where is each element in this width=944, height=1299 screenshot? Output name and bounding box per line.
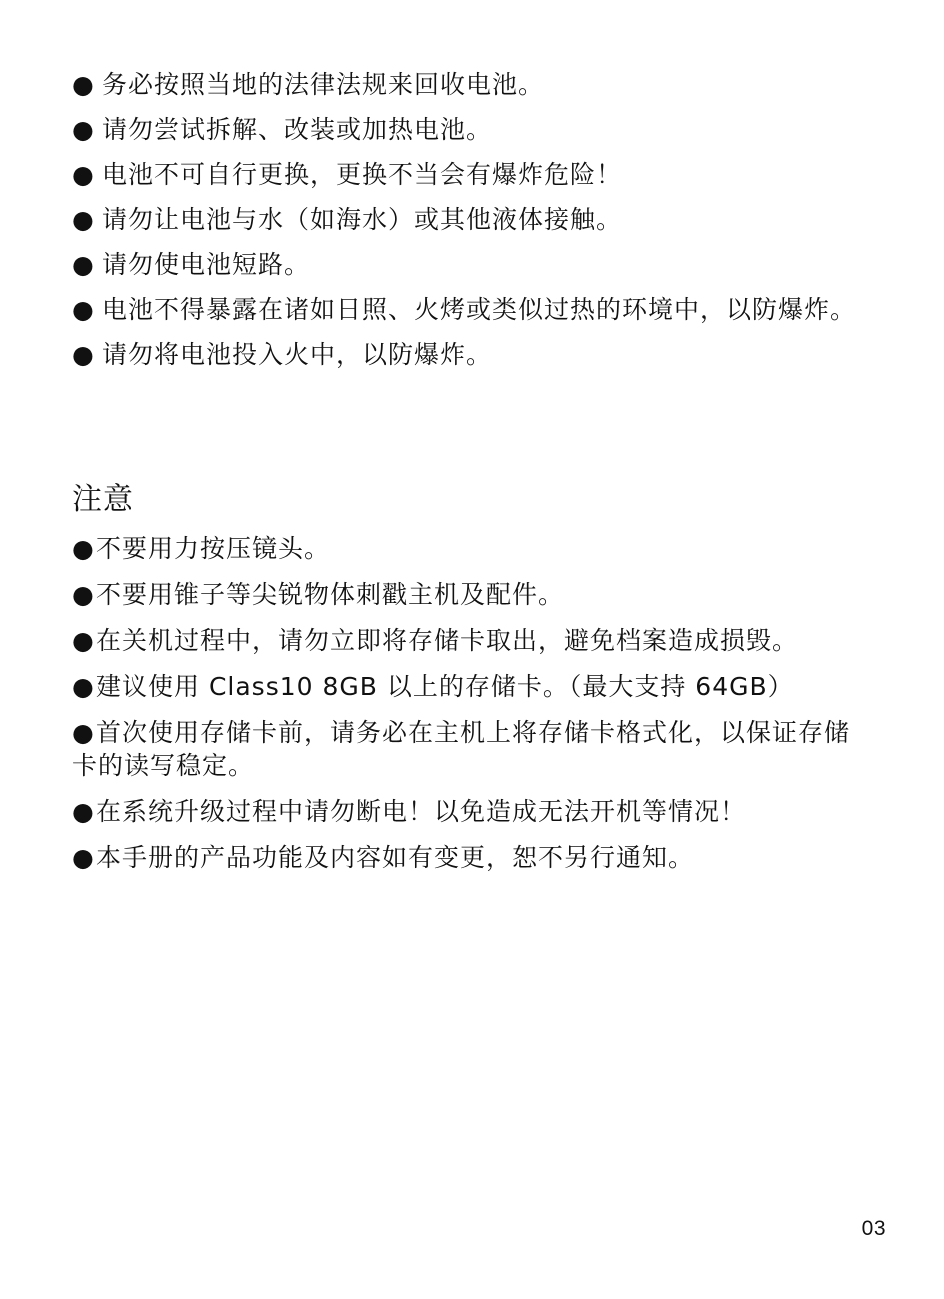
list-item [72, 158, 872, 191]
list-item [72, 68, 872, 101]
list-item [72, 293, 872, 326]
list-item-text: 在系统升级过程中请勿断电！以免造成无法开机等情况！ [96, 797, 747, 826]
bullet-icon: ● [72, 718, 95, 747]
list-item [72, 578, 872, 611]
caution-heading: 注意 [72, 482, 134, 517]
battery-safety-list [72, 68, 872, 383]
list-item [72, 841, 872, 874]
bullet-icon: ● [72, 70, 95, 99]
bullet-icon: ● [72, 340, 95, 369]
list-item [72, 670, 872, 703]
list-item-text: 电池不可自行更换，更换不当会有爆炸危险！ [102, 160, 623, 189]
bullet-icon: ● [72, 843, 95, 872]
list-item [72, 624, 872, 657]
bullet-icon: ● [72, 797, 95, 826]
list-item-text: 建议使用 Class10 8GB 以上的存储卡。（最大支持 64GB） [96, 672, 794, 701]
list-item-text: 请勿使电池短路。 [102, 250, 311, 279]
list-item [72, 203, 872, 236]
list-item-text: 务必按照当地的法律法规来回收电池。 [102, 70, 545, 99]
list-item [72, 248, 872, 281]
list-item-text: 请勿将电池投入火中，以防爆炸。 [102, 340, 493, 369]
list-item-text: 请勿尝试拆解、改装或加热电池。 [102, 115, 493, 144]
bullet-icon: ● [72, 580, 95, 609]
list-item-text: 电池不得暴露在诸如日照、火烤或类似过热的环境中，以防爆炸。 [102, 295, 857, 324]
list-item-text: 不要用锥子等尖锐物体刺戳主机及配件。 [96, 580, 565, 609]
bullet-icon: ● [72, 534, 95, 563]
page-number: 03 [861, 1217, 886, 1240]
bullet-icon: ● [72, 672, 95, 701]
list-item [72, 716, 872, 782]
bullet-icon: ● [72, 160, 95, 189]
list-item [72, 532, 872, 565]
list-item-text: 本手册的产品功能及内容如有变更，恕不另行通知。 [96, 843, 695, 872]
list-item-text: 请勿让电池与水（如海水）或其他液体接触。 [102, 205, 623, 234]
bullet-icon: ● [72, 205, 95, 234]
list-item-text: 在关机过程中，请勿立即将存储卡取出，避免档案造成损毁。 [96, 626, 799, 655]
bullet-icon: ● [72, 626, 95, 655]
bullet-icon: ● [72, 115, 95, 144]
bullet-icon: ● [72, 250, 95, 279]
list-item-text: 首次使用存储卡前，请务必在主机上将存储卡格式化，以保证存储卡的读写稳定。 [72, 718, 851, 780]
list-item-text: 不要用力按压镜头。 [96, 534, 331, 563]
list-item [72, 113, 872, 146]
list-item [72, 795, 872, 828]
list-item [72, 338, 872, 371]
bullet-icon: ● [72, 295, 95, 324]
caution-list [72, 532, 872, 887]
